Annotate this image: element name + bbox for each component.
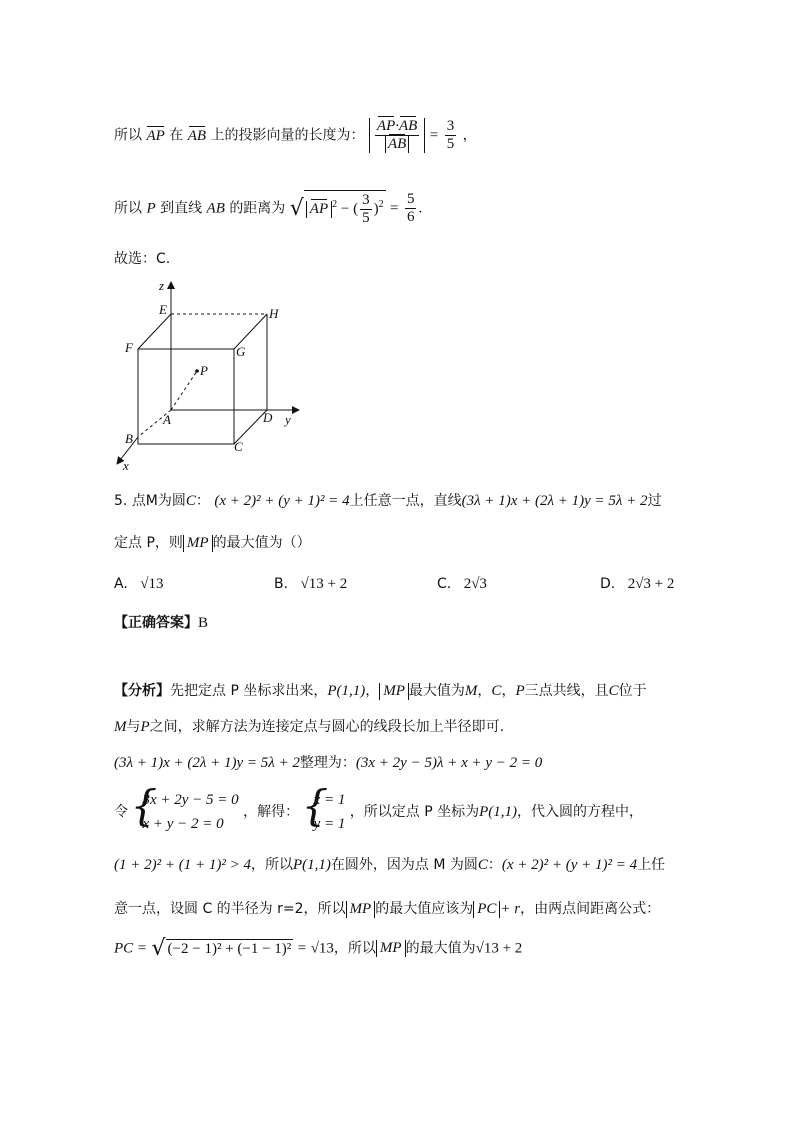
text: 上任意一点，直线: [349, 493, 462, 509]
math: (x + 2)² + (y + 1)² = 4: [501, 857, 638, 873]
line-ab: AB: [206, 200, 225, 217]
option-c[interactable]: [437, 576, 487, 593]
edge-fe: [138, 314, 171, 349]
system-row: { 3x + 2y − 5 = 0: [142, 792, 239, 808]
analysis-line-6: [114, 898, 660, 918]
math: PC =: [114, 940, 148, 957]
result-fraction: [445, 118, 457, 153]
question-number: 5.: [114, 493, 128, 509]
label-x: x: [123, 458, 129, 473]
option-value: 2√3 + 2: [627, 576, 675, 592]
equals: =: [429, 127, 439, 144]
math: M: [464, 683, 478, 699]
text: 的距离为: [229, 200, 286, 217]
math: (3x + 2y − 5)λ + x + y − 2 = 0: [355, 755, 543, 771]
option-label: D.: [600, 576, 616, 592]
math: (1 + 2)² + (1 + 1)² > 4: [114, 857, 251, 873]
text: ，: [477, 683, 492, 699]
label-z: z: [159, 278, 165, 293]
correct-answer: [114, 612, 208, 632]
text: 点M为圆: [131, 493, 186, 509]
exponent: 2: [378, 198, 384, 210]
text: 过: [647, 493, 662, 509]
projection-abs: [369, 118, 425, 153]
text: ：: [487, 857, 502, 873]
label-f: F: [125, 340, 133, 355]
option-value: √13: [140, 576, 164, 592]
analysis-line-4: [114, 788, 643, 836]
text: 所以: [114, 127, 142, 144]
equals: =: [390, 200, 399, 217]
minus: −: [340, 200, 350, 217]
text: ，: [462, 127, 477, 144]
text: ，由两点间距离公式：: [520, 901, 661, 917]
text: 所以: [114, 200, 142, 217]
math: (3λ + 1)x + (2λ + 1)y = 5λ + 2: [114, 755, 300, 771]
vector-ap: AP: [376, 118, 396, 134]
numerator: 5: [406, 191, 415, 207]
text: 在: [169, 127, 184, 144]
segment-ap: [171, 371, 197, 410]
text: 定点 P，则: [114, 535, 183, 551]
label-y: y: [285, 412, 291, 427]
text: 在圆外，因为点 M 为圆: [330, 857, 478, 873]
math: P: [140, 719, 150, 735]
question-line-2: [114, 532, 311, 552]
option-d[interactable]: [600, 576, 674, 593]
text: 三点共线，且: [524, 683, 609, 699]
option-a[interactable]: [114, 576, 163, 593]
line-equation: (3λ + 1)x + (2λ + 1)y = 5λ + 2: [461, 493, 648, 509]
cube-diagram: [105, 272, 315, 477]
text: 最大值为: [408, 683, 465, 699]
text: 意一点，设圆 C 的半径为 r=2，所以: [114, 901, 346, 917]
abs-mp: MP: [346, 901, 376, 918]
label-e: E: [159, 302, 167, 317]
math: M: [114, 719, 127, 735]
text: ，代入圆的方程中，: [517, 804, 644, 820]
text: 的最大值为（）: [212, 535, 311, 551]
sqrt-sign: √: [289, 196, 304, 221]
math: + r: [500, 901, 521, 917]
text: ，所以: [333, 940, 376, 957]
math: P: [515, 683, 525, 699]
math: P(1,1): [479, 804, 518, 820]
math: C: [608, 683, 619, 699]
numerator: 3: [362, 192, 370, 208]
text: 之间，求解方法为连接定点与圆心的线段长加上半径即可.: [149, 719, 505, 735]
label-b: B: [125, 431, 133, 446]
analysis-line-3: [114, 752, 542, 772]
denominator: 5: [446, 136, 455, 153]
text: ：: [195, 493, 210, 509]
exponent: 2: [332, 198, 338, 210]
text: ，: [365, 683, 380, 699]
distance-radicand: AP $^2$ − ( $\frac{3}{5}$ )$^2$: [304, 190, 386, 227]
answer-value: B: [198, 615, 209, 631]
label-c: C: [234, 439, 243, 454]
text: ，: [501, 683, 516, 699]
vector-ap: AP: [146, 127, 165, 144]
option-label: C.: [437, 576, 452, 592]
text: 令: [114, 804, 128, 820]
text: 的最大值为: [405, 940, 476, 957]
projection-fraction: [375, 118, 419, 153]
math: P(1,1): [327, 683, 366, 699]
vector-ap: AP: [309, 201, 329, 217]
point-p: P: [146, 200, 156, 217]
math: P(1,1): [292, 857, 331, 873]
analysis-line-1: [114, 680, 647, 700]
distance-result: [405, 191, 417, 226]
analysis-label: 【分析】: [114, 683, 170, 699]
vector-ab: AB: [187, 127, 207, 144]
system-row: x + y − 2 = 0: [142, 816, 224, 832]
text: 上任: [637, 857, 666, 873]
abs-mp: MP: [376, 940, 406, 957]
label-d: D: [263, 410, 273, 425]
circle-equation: (x + 2)² + (y + 1)² = 4: [214, 493, 350, 509]
solution-system: [304, 788, 346, 836]
dot-operator: ·: [395, 118, 399, 134]
front-face: [138, 349, 234, 444]
label-p: P: [200, 363, 208, 378]
point-p-dot: [195, 369, 199, 373]
option-label: B.: [274, 576, 289, 592]
circle-c: C: [185, 493, 196, 509]
text: 与: [126, 719, 141, 735]
text: ，所以: [250, 857, 293, 873]
answer-label: 【正确答案】: [114, 615, 198, 631]
analysis-line-2: [114, 716, 504, 736]
option-value: √13 + 2: [300, 576, 348, 592]
text: 先把定点 P 坐标求出来，: [170, 683, 328, 699]
equation-system: [132, 788, 238, 836]
abs-mp: MP: [379, 683, 409, 700]
projection-line: [114, 118, 477, 153]
text: ，所以定点 P 坐标为: [349, 804, 480, 820]
abs-pc: PC: [473, 901, 500, 918]
system-row: { x = 1: [313, 792, 346, 808]
math: √13 + 2: [475, 940, 523, 957]
numerator: 3: [446, 118, 455, 135]
label-a: A: [163, 412, 171, 427]
equals: =: [297, 940, 307, 957]
option-label: A.: [114, 576, 128, 592]
distance-line: [114, 190, 422, 227]
vector-ab: AB: [387, 136, 407, 153]
label-h: H: [269, 306, 279, 321]
vector-ab: AB: [399, 118, 418, 134]
denominator: 6: [406, 209, 415, 225]
text: ，解得：: [243, 804, 300, 820]
label-g: G: [236, 344, 246, 359]
text: 整理为：: [299, 755, 356, 771]
sqrt-sign: √: [151, 936, 166, 961]
math: C: [491, 683, 502, 699]
text: 的最大值应该为: [375, 901, 474, 917]
question-line-1: [114, 490, 662, 510]
option-b[interactable]: [274, 576, 347, 593]
math: C: [477, 857, 488, 873]
system-row: y = 1: [313, 816, 346, 832]
denominator: 5: [362, 210, 370, 226]
option-value: 2√3: [463, 576, 487, 592]
period: .: [418, 200, 423, 217]
abs-mp: MP: [183, 535, 213, 552]
text: 上的投影向量的长度为：: [210, 127, 365, 144]
analysis-line-7: [114, 936, 522, 961]
analysis-line-5: [114, 854, 665, 874]
text: 到直线: [160, 200, 203, 217]
math: √13: [310, 940, 334, 957]
radicand: (−2 − 1)² + (−1 − 1)²: [167, 941, 292, 957]
text: 位于: [618, 683, 647, 699]
answer-choice-line: 故选：C.: [114, 251, 171, 267]
